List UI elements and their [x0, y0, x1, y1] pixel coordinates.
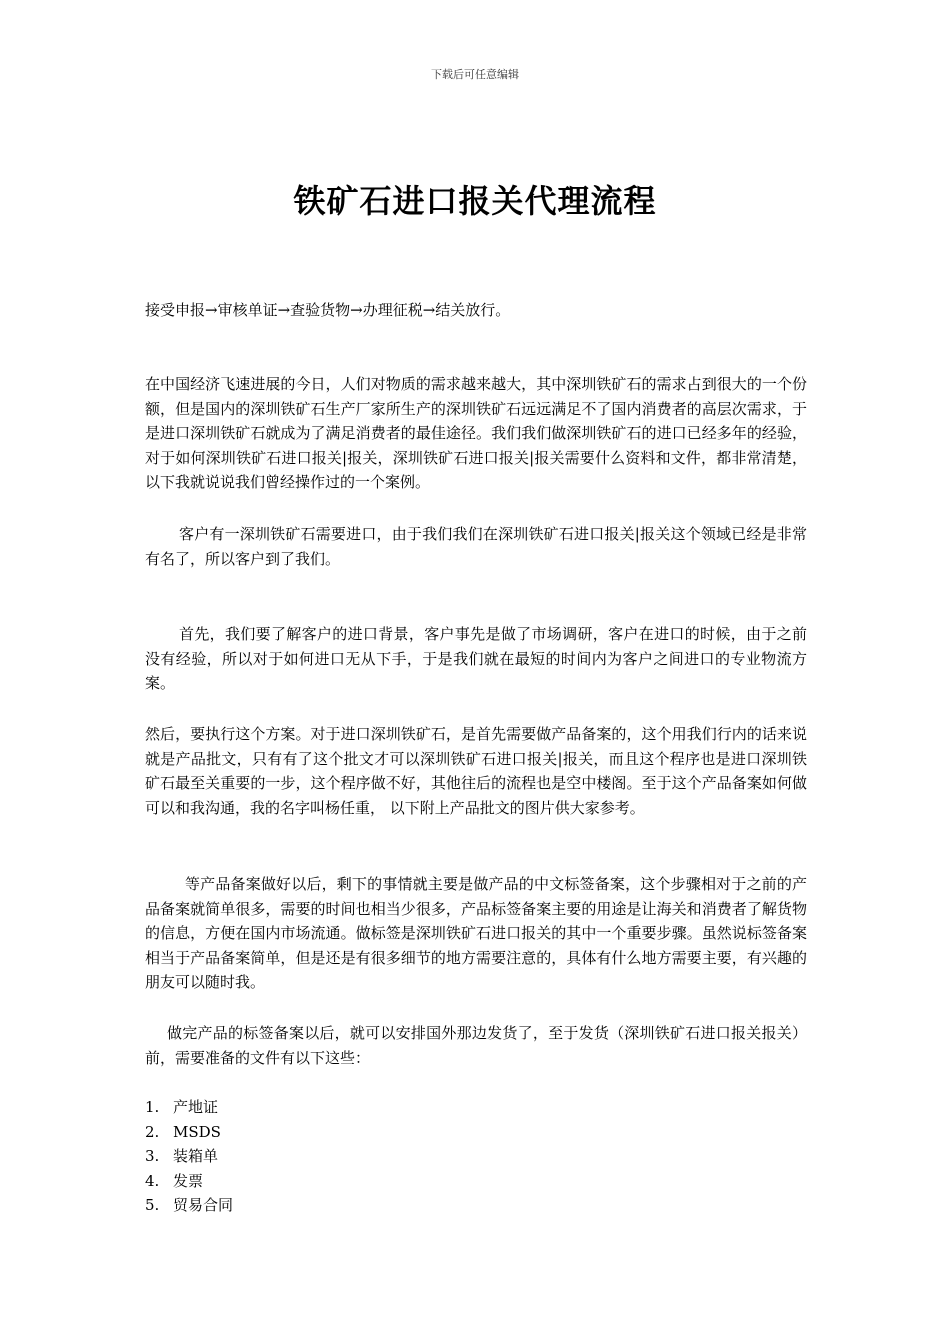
list-item	[145, 1144, 233, 1169]
paragraph-first: 首先，我们要了解客户的进口背景，客户事先是做了市场调研，客户在进口的时候，由于之前没有经验，所以对于如何进口无从下手，于是我们就在最短的时间内为客户之间进口的专业物流方案。	[145, 625, 807, 692]
header-note: 下载后可任意编辑	[431, 68, 519, 81]
paragraph-client: 客户有一深圳铁矿石需要进口，由于我们我们在深圳铁矿石进口报关|报关这个领域已经是非常有名了，所以客户到了我们。	[145, 525, 807, 568]
list-item	[145, 1193, 233, 1218]
paragraph-flow: 接受申报→审核单证→查验货物→办理征税→结关放行。	[145, 301, 511, 319]
list-item-number: 5.	[145, 1196, 160, 1214]
document-title: 铁矿石进口报关代理流程	[293, 182, 657, 220]
list-item	[145, 1169, 233, 1194]
list-item-number: 1.	[145, 1098, 160, 1116]
list-item-number: 2.	[145, 1122, 160, 1141]
document-list	[145, 1095, 233, 1218]
paragraph-ship: 做完产品的标签备案以后，就可以安排国外那边发货了，至于发货（深圳铁矿石进口报关报关）前，需要准备的文件有以下这些：	[145, 1024, 807, 1067]
paragraph-label: 等产品备案做好以后，剩下的事情就主要是做产品的中文标签备案，这个步骤相对于之前的产品备案就简单很多，需要的时间也相当少很多，产品标签备案主要的用途是让海关和消费者了解货物的信息，方便在国内市场流通。做标签是深圳铁矿石进口报关的其中一个重要步骤。虽然说标签备案相当于产品备案简单，但是还是有很多细节的地方需要注意的，具体有什么地方需要主要，有兴趣的朋友可以随时我。	[145, 875, 807, 991]
list-item-text: 发票	[173, 1171, 204, 1190]
list-item	[145, 1095, 233, 1120]
list-item-text: 产地证	[173, 1098, 219, 1116]
list-item-number: 3.	[145, 1147, 160, 1165]
paragraph-intro: 在中国经济飞速进展的今日，人们对物质的需求越来越大，其中深圳铁矿石的需求占到很大的一个份额，但是国内的深圳铁矿石生产厂家所生产的深圳铁矿石远远满足不了国内消费者的高层次需求，于是进口深圳铁矿石就成为了满足消费者的最佳途径。我们我们做深圳铁矿石的进口已经多年的经验，对于如何深圳铁矿石进口报关|报关，深圳铁矿石进口报关|报关需要什么资料和文件，都非常清楚，以下我就说说我们曾经操作过的一个案例。	[145, 375, 807, 491]
list-item-text: 装箱单	[173, 1147, 219, 1165]
paragraph-then: 然后，要执行这个方案。对于进口深圳铁矿石，是首先需要做产品备案的，这个用我们行内的话来说就是产品批文，只有有了这个批文才可以深圳铁矿石进口报关|报关，而且这个程序也是进口深圳铁矿石最至关重要的一步，这个程序做不好，其他往后的流程也是空中楼阁。至于这个产品备案如何做可以和我沟通，我的名字叫杨任重， 以下附上产品批文的图片供大家参考。	[145, 725, 807, 817]
list-item-number: 4.	[145, 1171, 160, 1190]
list-item-text: MSDS	[173, 1122, 221, 1141]
list-item	[145, 1120, 233, 1145]
list-item-text: 贸易合同	[173, 1196, 234, 1214]
